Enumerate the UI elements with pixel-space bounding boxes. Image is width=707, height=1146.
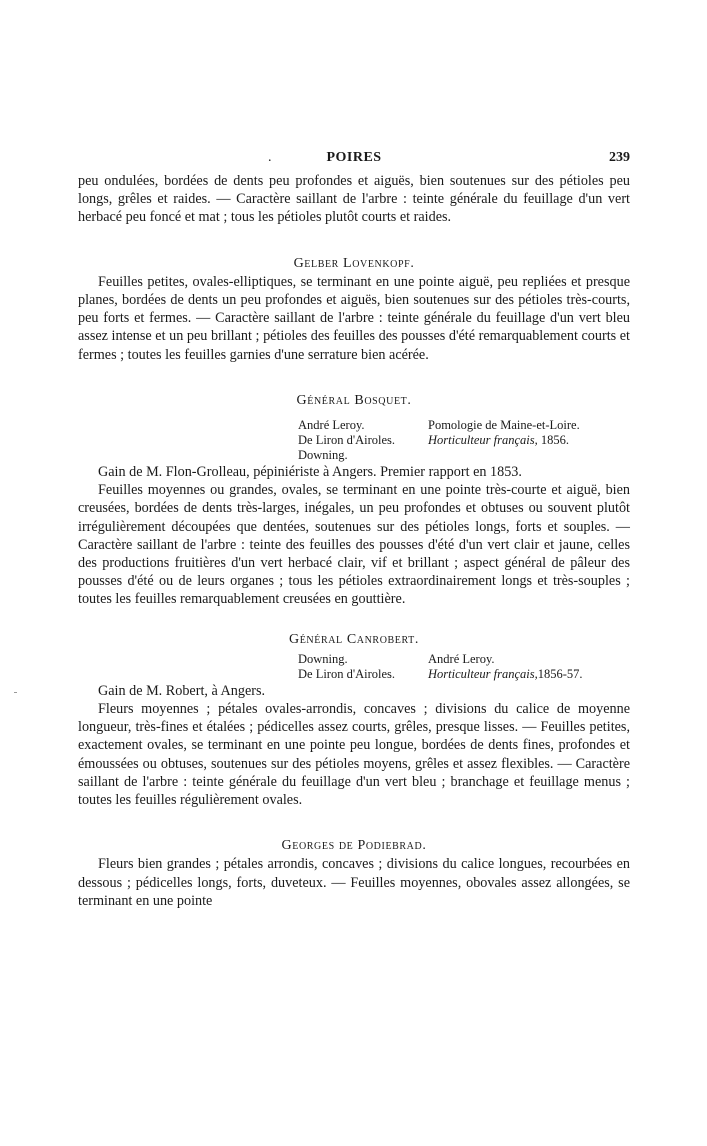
entry-paragraph: Gain de M. Robert, à Angers.: [98, 682, 266, 699]
ref-work: [428, 667, 583, 682]
running-head-title: POIRES: [326, 150, 382, 165]
running-header: [78, 150, 630, 170]
entry-title-georges-de-podiebrad: Georges de Podiebrad.: [281, 838, 427, 854]
ref-work: Pomologie de Maine-et-Loire.: [428, 418, 580, 433]
references-block: [298, 418, 630, 463]
ref-year: 1856-57.: [537, 666, 583, 681]
ref-author: Downing.: [298, 448, 348, 463]
entry-paragraph: Gain de M. Flon-Grolleau, pépiniériste à Angers. Premier rapport en 1853.: [98, 464, 522, 481]
ref-author: André Leroy.: [298, 418, 365, 433]
ref-work-title: Horticulteur français,: [428, 666, 538, 681]
entry-title-general-bosquet: Général Bosquet.: [296, 392, 412, 408]
entry-paragraph: Feuilles petites, ovales-elliptiques, se terminant en une pointe aiguë, peu repliées et presque planes, bordées de dents un peu profondes et aiguës, bien soutenues sur des pétioles très-courts, peu forts et fermes. — Caractère saillant de l'arbre : teinte générale du feuillage d'un vert bleu assez intense et un peu brillant ; pétioles des feuilles des pousses d'été remarquablement courts et fermes ; toutes les feuilles garnies d'une serrature bien acérée.: [78, 273, 630, 363]
continuation-paragraph: peu ondulées, bordées de dents peu profondes et aiguës, bien soutenues sur des pétioles peu longs, grêles et raides. — Caractère saillant de l'arbre : teinte générale du feuillage d'un vert herbacé peu foncé et mat ; tous les pétioles plutôt courts et raides.: [78, 173, 630, 226]
page-body: [78, 172, 630, 910]
entry-title-gelber-lovenkopf: Gelber Lovenkopf.: [293, 255, 415, 271]
page-number: 239: [609, 150, 630, 165]
header-dot: .: [268, 150, 272, 165]
ref-author: De Liron d'Airoles.: [298, 433, 396, 448]
ref-work: André Leroy.: [428, 651, 495, 666]
ref-author: De Liron d'Airoles.: [298, 666, 396, 681]
ref-author: Downing.: [298, 651, 348, 666]
entry-paragraph: Feuilles moyennes ou grandes, ovales, se terminant en une pointe très-courte et aiguë, bien creusées, bordées de dents très-larges, inégales, un peu profondes et obtuses ou souvent plutôt irrégulièrement découpées que dentées, soutenues sur des pétioles longs, forts et souples. — Caractère saillant de l'arbre : teinte des feuilles des pousses d'été d'un vert clair et jaune, celles des productions fruitières d'un vert herbacé clair, vif et brillant ; aspect général de pâleur des pousses d'été ou de leurs organes ; tous les pétioles extraordinairement longs et très-souples ; toutes les feuilles remarquablement creusées en gouttière.: [78, 482, 630, 608]
ref-work: [428, 433, 580, 448]
ref-year: 1856.: [537, 433, 569, 448]
scan-speck: [14, 692, 17, 693]
entry-paragraph: Fleurs bien grandes ; pétales arrondis, concaves ; divisions du calice longues, recourbées en dessous ; pédicelles longs, forts, duveteux. — Feuilles moyennes, obovales assez allongées, se terminant en une pointe: [78, 856, 630, 909]
entry-title-general-canrobert: Général Canrobert.: [289, 631, 419, 647]
entry-paragraph: Fleurs moyennes ; pétales ovales-arrondis, concaves ; divisions du calice de moyenne longueur, très-fines et étalées ; pédicelles assez courts, grêles, presque lisses. — Feuilles petites, exactement ovales, se terminant en une pointe peu longue, bordées de dents fines, profondes et émoussées ou obtuses, soutenues sur des pétioles moyens, grêles et assez flexibles. — Caractère saillant de l'arbre : teinte générale du feuillage d'un vert bleu ; branchage et feuillage menus ; toutes les feuilles régulièrement ovales.: [78, 701, 630, 809]
references-block: [298, 652, 630, 682]
ref-work-title: Horticulteur français,: [428, 433, 538, 448]
